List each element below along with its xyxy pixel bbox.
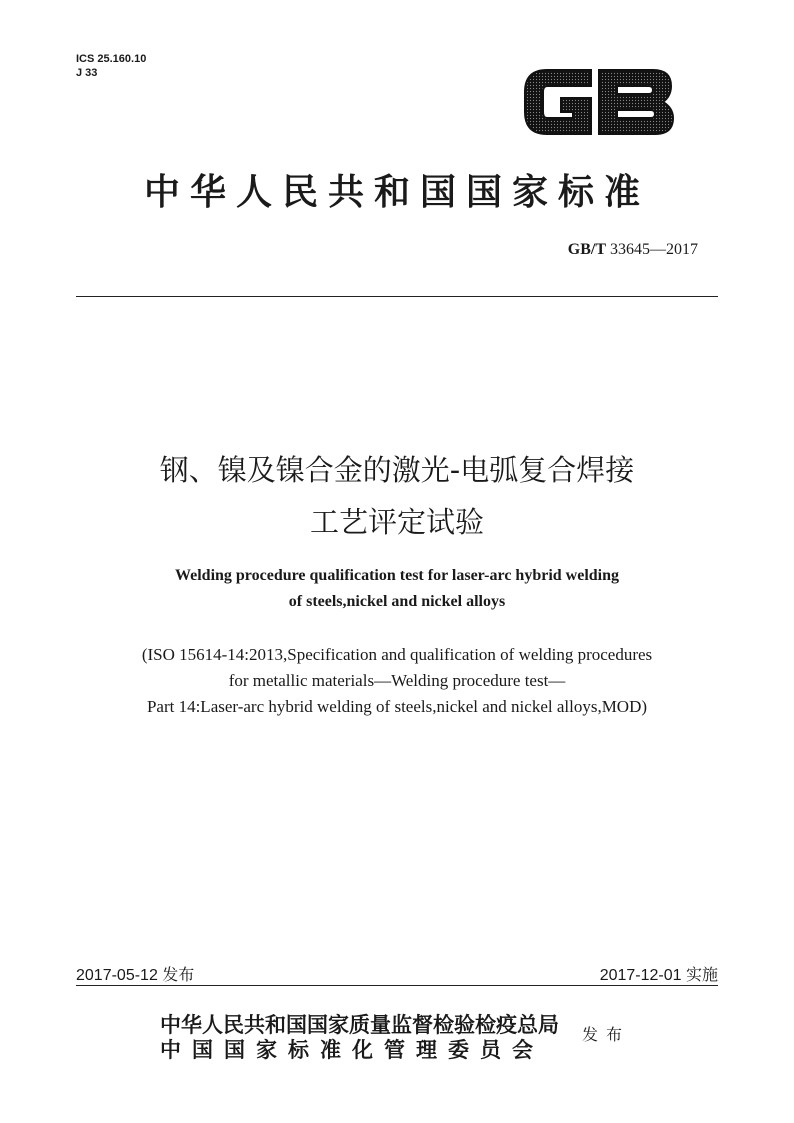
- issuing-authority-2: 中国国家标准化管理委员会: [160, 1037, 544, 1062]
- chinese-title-line1: 钢、镍及镍合金的激光-电弧复合焊接: [159, 453, 635, 487]
- national-standard-title: 中华人民共和国国家标准: [143, 171, 650, 213]
- english-title-line2: of steels,nickel and nickel alloys: [288, 593, 506, 610]
- svg-text:GB: GB: [597, 142, 599, 143]
- standard-code: 33645—2017: [610, 241, 698, 258]
- publish-label: 发布: [582, 1025, 631, 1044]
- chinese-title-line2: 工艺评定试验: [309, 505, 484, 539]
- footer-divider: [76, 985, 718, 986]
- iso-reference-line2: for metallic materials—Welding procedure test—: [228, 671, 566, 690]
- issue-date: 2017-05-12 发布: [76, 967, 195, 984]
- gb-logo: [517, 60, 677, 144]
- standard-prefix: GB/T: [567, 241, 606, 258]
- header-divider: [76, 296, 718, 297]
- standard-number: [568, 241, 698, 259]
- ics-code: ICS 25.160.10: [76, 53, 147, 65]
- classification-codes: [76, 52, 146, 80]
- english-title-line1: Welding procedure qualification test for laser-arc hybrid welding: [175, 567, 619, 584]
- ccs-code: J 33: [76, 67, 98, 79]
- iso-reference-line1: (ISO 15614-14:2013,Specification and qualification of welding procedures: [141, 645, 653, 664]
- issuing-authority-1: 中华人民共和国国家质量监督检验检疫总局: [160, 1012, 559, 1037]
- iso-reference-line3: Part 14:Laser-arc hybrid welding of steels,nickel and nickel alloys,MOD): [146, 697, 648, 716]
- implementation-date: 2017-12-01 实施: [599, 967, 718, 984]
